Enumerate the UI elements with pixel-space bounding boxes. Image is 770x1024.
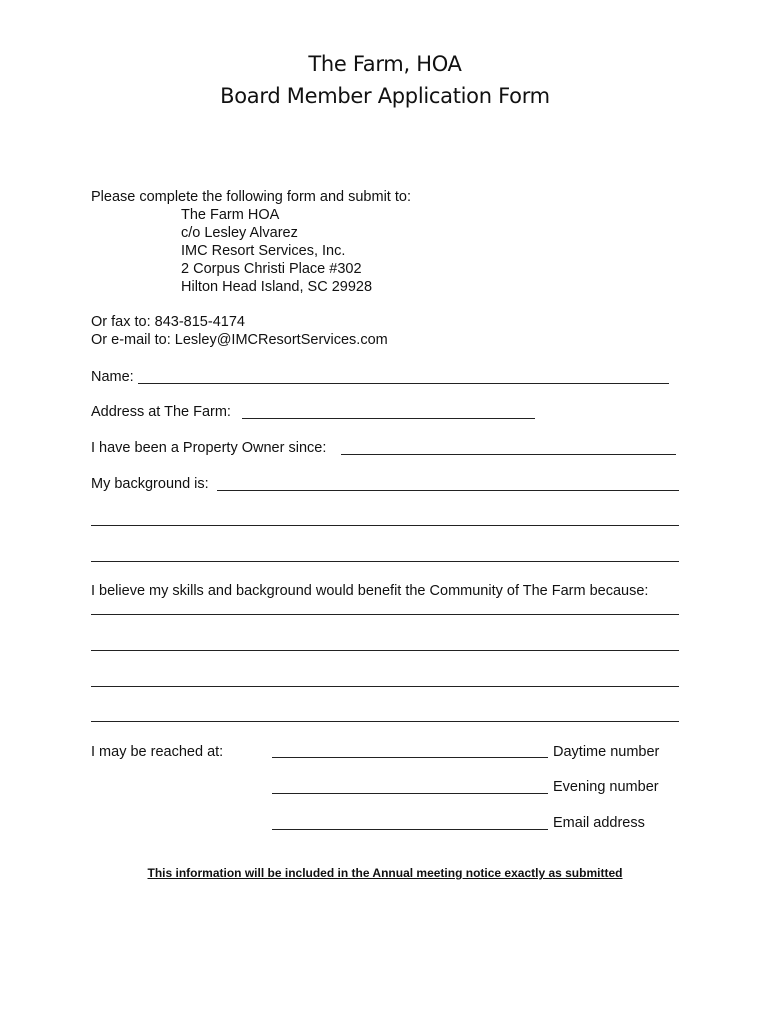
email-address-field-line[interactable] (272, 829, 548, 830)
address-label: Address at The Farm: (91, 404, 231, 420)
skills-field-line-3[interactable] (91, 686, 679, 687)
skills-label: I believe my skills and background would benefit the Community of The Farm because: (91, 583, 649, 599)
email-info: Or e-mail to: Lesley@IMCResortServices.com (91, 332, 388, 348)
name-label: Name: (91, 369, 134, 385)
background-field-line-1[interactable] (217, 490, 679, 491)
address-field-line[interactable] (242, 418, 535, 419)
daytime-number-label: Daytime number (553, 744, 660, 760)
owner-since-label: I have been a Property Owner since: (91, 440, 327, 456)
submission-intro: Please complete the following form and submit to: (91, 189, 411, 205)
owner-since-field-line[interactable] (341, 454, 676, 455)
form-title: The Farm, HOA (308, 52, 462, 76)
address-line-company: IMC Resort Services, Inc. (181, 243, 346, 259)
background-label: My background is: (91, 476, 209, 492)
address-line-attn: c/o Lesley Alvarez (181, 225, 298, 241)
background-field-line-3[interactable] (91, 561, 679, 562)
name-field-line[interactable] (138, 383, 669, 384)
reached-label: I may be reached at: (91, 744, 224, 760)
address-line-street: 2 Corpus Christi Place #302 (181, 261, 362, 277)
email-address-label: Email address (553, 815, 645, 831)
form-subtitle: Board Member Application Form (220, 84, 550, 108)
evening-number-label: Evening number (553, 779, 659, 795)
address-line-city: Hilton Head Island, SC 29928 (181, 279, 373, 295)
evening-number-field-line[interactable] (272, 793, 548, 794)
daytime-number-field-line[interactable] (272, 757, 548, 758)
background-field-line-2[interactable] (91, 525, 679, 526)
address-line-org: The Farm HOA (181, 207, 280, 223)
skills-field-line-1[interactable] (91, 614, 679, 615)
skills-field-line-2[interactable] (91, 650, 679, 651)
footer-notice: This information will be included in the Annual meeting notice exactly as submitted (147, 866, 623, 880)
skills-field-line-4[interactable] (91, 721, 679, 722)
fax-info: Or fax to: 843-815-4174 (91, 314, 245, 330)
